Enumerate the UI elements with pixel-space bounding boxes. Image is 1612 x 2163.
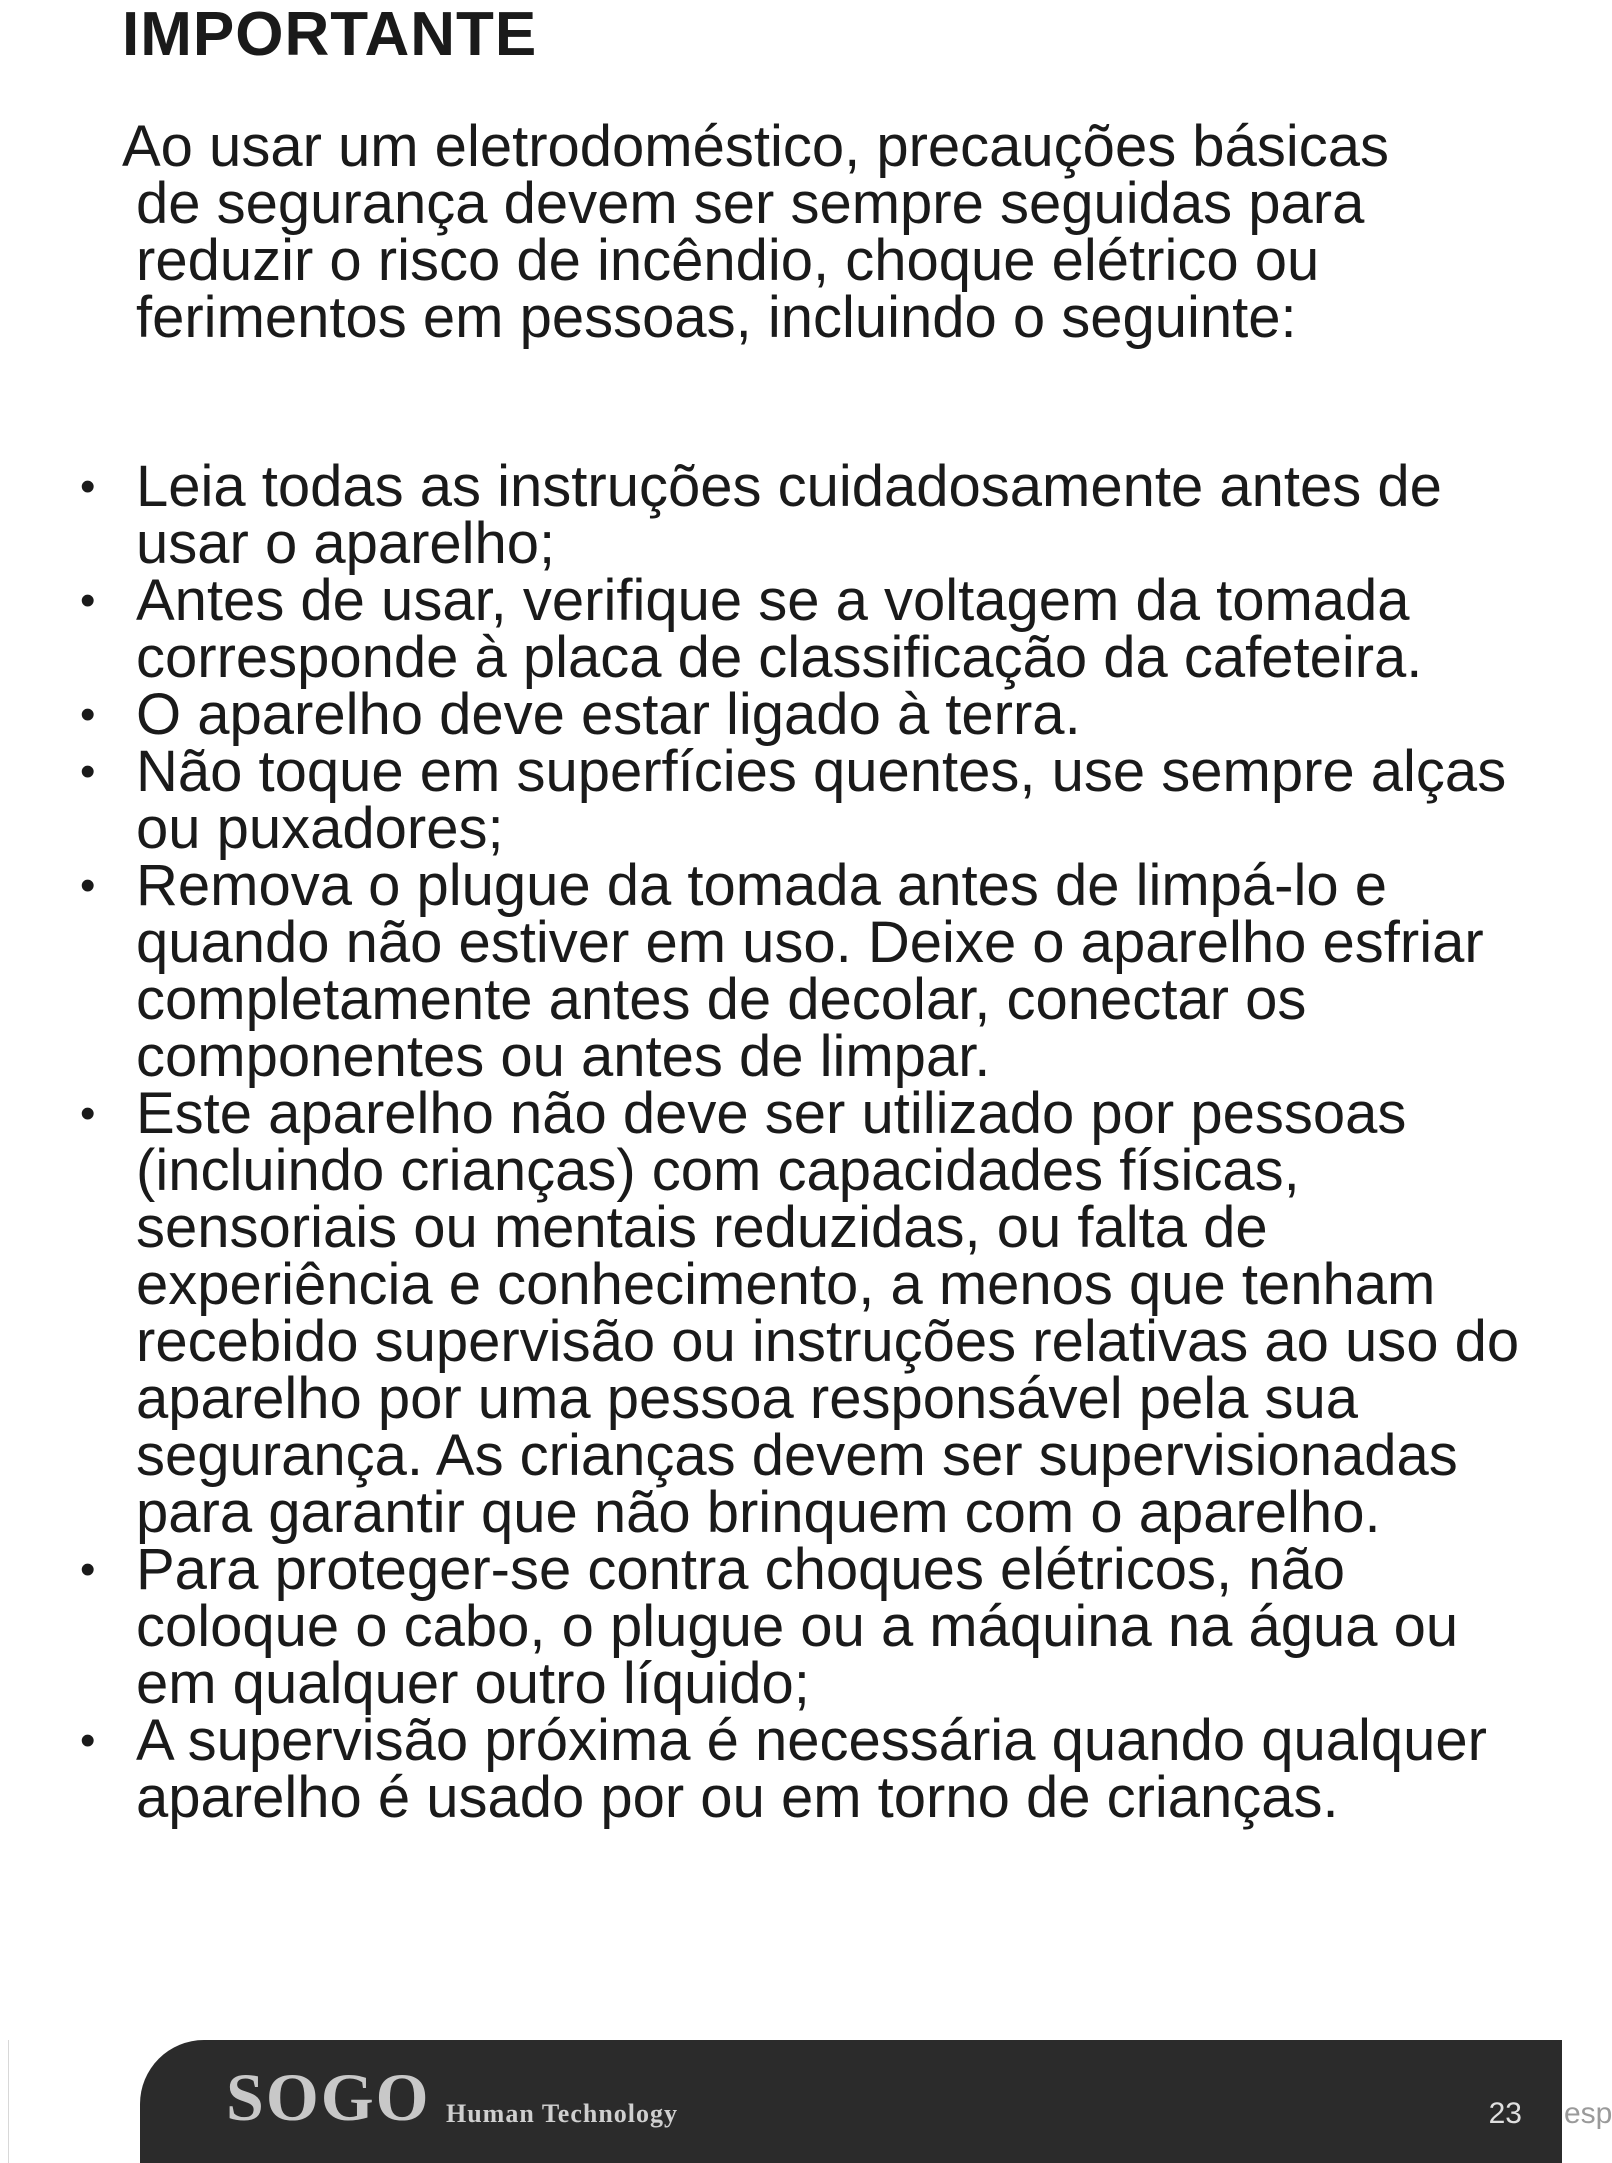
list-item [80,454,1540,576]
list-item-text: Este aparelho não deve ser utilizado por pessoas (incluindo crianças) com capacidades físicas, sensoriais ou mentais reduzidas, ou falta de experiência e conhecimento, a menos que tenham recebido supervisão ou instruções relativas ao uso do aparelho por uma pessoa responsável pela sua segurança. As crianças devem ser supervisionadas para garantir que não brinquem com o aparelho. [136,1081,1520,1545]
bullet-icon: • [80,1089,96,1138]
list-item-text: Não toque em superfícies quentes, use sempre alças ou puxadores; [136,739,1507,861]
bullet-icon: • [80,690,96,739]
page-heading: IMPORTANTE [122,0,538,69]
safety-list [80,454,1540,1830]
bullet-icon: • [80,462,96,511]
list-item-text: Leia todas as instruções cuidadosamente antes de usar o aparelho; [136,454,1442,576]
page-number: 23 [1488,2097,1522,2130]
list-item-text: A supervisão próxima é necessária quando qualquer aparelho é usado por ou em torno de crianças. [136,1708,1487,1830]
brand-logo: SOGO [226,2059,431,2135]
list-item-text: Para proteger-se contra choques elétricos, não coloque o cabo, o plugue ou a máquina na água ou em qualquer outro líquido; [136,1537,1459,1716]
footer-bar [140,2040,1562,2163]
list-item [80,1081,1540,1545]
list-item [80,568,1540,690]
page-edge-divider [8,2040,9,2163]
list-item [80,1708,1540,1830]
list-item-text: Remova o plugue da tomada antes de limpá-lo e quando não estiver em uso. Deixe o aparelho esfriar completamente antes de decolar, conectar os componentes ou antes de limpar. [136,853,1484,1089]
list-item [80,1537,1540,1716]
bullet-icon: • [80,1545,96,1594]
bullet-icon: • [80,747,96,796]
bullet-icon: • [80,576,96,625]
list-item [80,853,1540,1089]
list-item-text: O aparelho deve estar ligado à terra. [136,682,1081,747]
bullet-icon: • [80,1716,96,1765]
list-item [80,739,1540,861]
list-item-text: Antes de usar, verifique se a voltagem da tomada corresponde à placa de classificação da cafeteira. [136,568,1423,690]
brand-tagline: Human Technology [446,2099,679,2128]
page-suffix: esp [1564,2097,1612,2130]
intro-paragraph: Ao usar um eletrodoméstico, precauções básicas de segurança devem ser sempre seguidas para reduzir o risco de incêndio, choque elétrico ou ferimentos em pessoas, incluindo o seguinte: [122,114,1389,350]
list-item [80,682,1540,747]
bullet-icon: • [80,861,96,910]
